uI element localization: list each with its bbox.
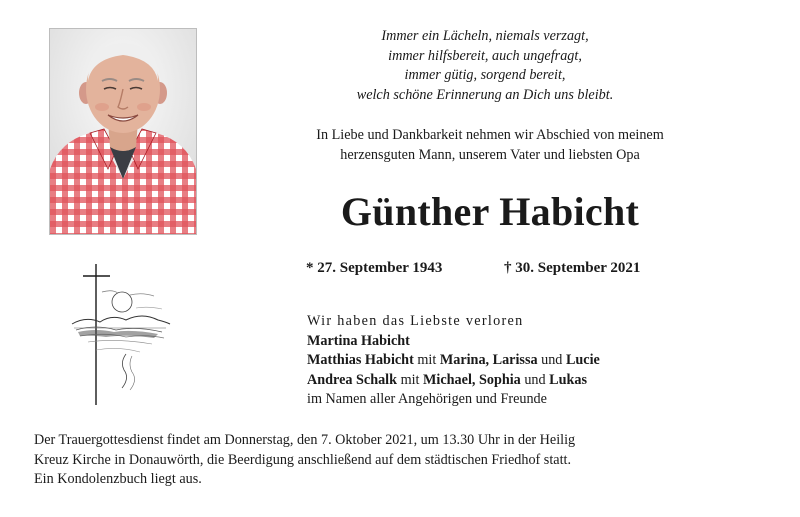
portrait-illustration: [50, 29, 196, 234]
connector-text: und: [520, 371, 550, 388]
mourners-heading: Wir haben das Liebste verloren: [307, 313, 524, 329]
mourner-name: Andrea Schalk: [307, 371, 398, 388]
mourner-name: Marina, Larissa: [439, 352, 538, 369]
mourner-name: Lucie: [565, 352, 600, 369]
service-line: Der Trauergottesdienst findet am Donnerstag, den 7. Oktober 2021, um 13.30 Uhr in der Heilig: [34, 432, 576, 448]
deceased-name: Günther Habicht: [340, 189, 640, 234]
mourner-name: Martina Habicht: [307, 332, 410, 349]
portrait-photo: [49, 28, 197, 235]
connector-text: und: [537, 352, 566, 369]
service-line: Kreuz Kirche in Donauwörth, die Beerdigung anschließend auf dem städtischen Friedhof statt.: [34, 451, 571, 468]
poem-line: immer gütig, sorgend bereit,: [404, 67, 566, 84]
connector-text: mit: [413, 352, 440, 369]
connector-text: mit: [397, 371, 424, 388]
birth-date: * 27. September 1943: [306, 260, 443, 276]
mourners-closing: im Namen aller Angehörigen und Freunde: [307, 391, 547, 408]
mourner-name: Michael, Sophia: [423, 371, 521, 388]
intro-line: herzensguten Mann, unserem Vater und liebsten Opa: [340, 147, 640, 163]
mourners-list: [307, 312, 747, 410]
death-date: † 30. September 2021: [504, 260, 641, 276]
intro-line: In Liebe und Dankbarkeit nehmen wir Abschied von meinem: [316, 127, 664, 143]
poem-line: welch schöne Erinnerung an Dich uns bleibt.: [356, 86, 614, 103]
memorial-poem: [300, 27, 670, 105]
mourner-line: [307, 371, 747, 391]
poem-line: Immer ein Lächeln, niemals verzagt,: [381, 28, 589, 44]
poem-line: immer hilfsbereit, auch ungefragt,: [388, 47, 582, 64]
cross-landscape-icon: [66, 262, 176, 408]
mourner-line: [307, 351, 747, 371]
service-line: Ein Kondolenzbuch liegt aus.: [34, 471, 202, 488]
mourner-name: Matthias Habicht: [307, 352, 414, 369]
farewell-intro: [240, 125, 740, 165]
service-info: [34, 431, 774, 490]
mourner-name: Lukas: [549, 371, 588, 388]
mourner-line: [307, 332, 747, 352]
